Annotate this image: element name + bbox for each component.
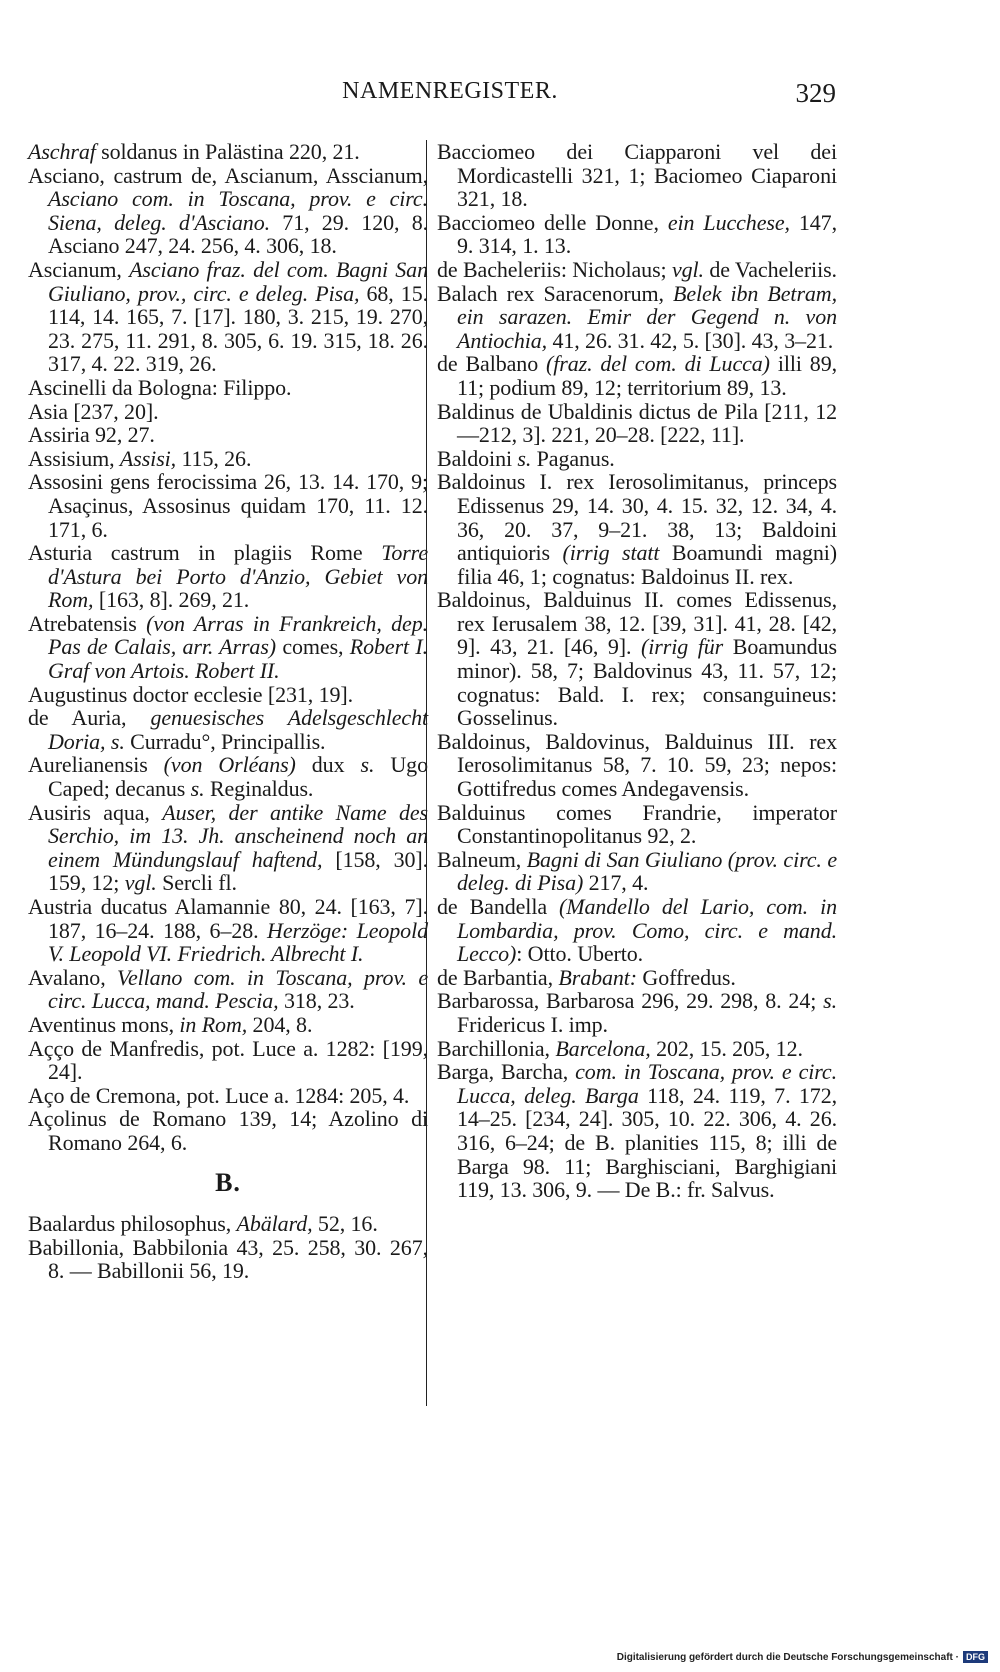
left-entries (28, 140, 428, 1155)
index-entry: Bacciomeo delle Donne, ein Lucchese, 147, 9. 314, 1. 13. (437, 209, 837, 259)
index-entry: Babillonia, Babbilonia 43, 25. 258, 30. 267, 8. — Babillonii 56, 19. (28, 1234, 428, 1284)
index-entry: Açolinus de Romano 139, 14; Azolino di Romano 264, 6. (28, 1106, 428, 1155)
column-divider (426, 140, 427, 1406)
index-entry: Baldoinus, Balduinus II. comes Edissenus, rex Ierusalem 38, 12. [39, 31]. 41, 28. [42, 9]. 43, 21. [46, 9]. (irrig für Boamundus minor). 58, 7; Baldovinus 43, 11. 57, 12; cognatus: Bald. I. rex; consanguineus: Gosselinus. (437, 587, 837, 731)
index-entry: Ascinelli da Bologna: Filippo. (28, 374, 292, 400)
index-entry: Assiria 92, 27. (28, 422, 155, 448)
index-entry: Baldoinus I. rex Ierosolimitanus, princeps Edissenus 29, 14. 30, 4. 15. 32, 12. 34, 4. 36, 20. 37, 9–21. 38, 13; Baldoini antiquioris (irrig statt Boamundi magni) filia 46, 1; cognatus: Baldoinus II. rex. (437, 469, 837, 589)
dfg-logo: DFG (963, 1651, 988, 1663)
footer (617, 1651, 988, 1663)
footer-credit: Digitalisierung gefördert durch die Deutsche Forschungsgemeinschaft · (616, 1651, 959, 1663)
index-entry: Baalardus philosophus, Abälard, 52, 16. (28, 1211, 378, 1237)
index-entry: Bacciomeo dei Ciapparoni vel dei Mordicastelli 321, 1; Baciomeo Ciaparoni 321, 18. (437, 139, 837, 212)
index-entry: Aventinus mons, in Rom, 204, 8. (28, 1011, 313, 1037)
index-entry: Ausiris aqua, Auser, der antike Name des Serchio, im 13. Jh. anscheinend noch an einem Mündungslauf haftend, [158, 30]. 159, 12; vgl. Sercli fl. (28, 799, 428, 896)
index-entry: Avalano, Vellano com. in Toscana, prov. e circ. Lucca, mand. Pescia, 318, 23. (28, 964, 428, 1014)
index-entry: Asciano, castrum de, Ascianum, Asscianum, Asciano com. in Toscana, prov. e circ. Siena, deleg. d'Asciano. 71, 29. 120, 8. Asciano 247, 24. 256, 4. 306, 18. (28, 162, 428, 259)
index-entry: de Balbano (fraz. del com. di Lucca) illi 89, 11; podium 89, 12; territorium 89, 13. (437, 351, 837, 400)
index-entry: Assosini gens ferocissima 26, 13. 14. 170, 9; Asaçinus, Assosinus quidam 170, 11. 12. 171, 6. (28, 469, 428, 542)
index-entry: Baldinus de Ubaldinis dictus de Pila [211, 12—212, 3]. 221, 20–28. [222, 11]. (437, 398, 837, 448)
index-entry: Balneum, Bagni di San Giuliano (prov. circ. e deleg. di Pisa) 217, 4. (437, 846, 837, 896)
page-title: NAMENREGISTER. (342, 78, 558, 104)
index-entry: Asia [237, 20]. (28, 398, 159, 424)
index-entry: de Auria, genuesisches Adelsgeschlecht Doria, s. Curradu°, Principallis. (28, 705, 428, 754)
index-entry: Aço de Cremona, pot. Luce a. 1284: 205, 4. (28, 1082, 410, 1108)
index-entry: Balach rex Saracenorum, Belek ibn Betram, ein sarazen. Emir der Gegend n. von Antiochia, 41, 26. 31. 42, 5. [30]. 43, 3–21. (437, 280, 837, 353)
section-heading-b: B. (215, 1167, 241, 1197)
index-entry: de Bacheleriis: Nicholaus; vgl. de Vacheleriis. (437, 256, 837, 282)
index-entry: Barchillonia, Barcelona, 202, 15. 205, 12. (437, 1035, 803, 1061)
index-entry: Barbarossa, Barbarosa 296, 29. 298, 8. 24; s. Fridericus I. imp. (437, 988, 837, 1037)
index-entry: Baldoinus, Baldovinus, Balduinus III. rex Ierosolimitanus 58, 7. 10. 59, 23; nepos: Gottifredus comes Andegavensis. (437, 728, 837, 802)
index-entry: de Bandella (Mandello del Lario, com. in Lombardia, prov. Como, circ. e mand. Lecco): Otto. Uberto. (437, 894, 837, 967)
index-entry: Barga, Barcha, com. in Toscana, prov. e circ. Lucca, deleg. Barga 118, 24. 119, 7. 172, 14–25. [234, 24]. 305, 10. 22. 306, 4. 26. 316, 6–24; de B. planities 115, 8; illi de Barga 98. 11; Barghisciani, Barghigiani 119, 13. 306, 9. — De B.: fr. Salvus. (437, 1059, 837, 1203)
index-entry: Aurelianensis (von Orléans) dux s. Ugo Caped; decanus s. Reginaldus. (28, 752, 428, 802)
left-column (28, 140, 428, 1283)
index-entry: Asturia castrum in plagiis Rome Torre d'Astura bei Porto d'Anzio, Gebiet von Rom, [163, 8]. 269, 21. (28, 540, 428, 613)
index-entry: Açço de Manfredis, pot. Luce a. 1282: [199, 24]. (28, 1035, 428, 1085)
index-entry: Atrebatensis (von Arras in Frankreich, dep. Pas de Calais, arr. Arras) comes, Robert I. Graf von Artois. Robert II. (28, 610, 428, 684)
right-entries (437, 140, 837, 1202)
index-entry: Augustinus doctor ecclesie [231, 19]. (28, 681, 354, 707)
index-entry: Ascianum, Asciano fraz. del com. Bagni San Giuliano, prov., circ. e deleg. Pisa, 68, 15. 114, 14. 165, 7. [17]. 180, 3. 215, 19. 270, 23. 275, 11. 291, 8. 305, 6. 19. 315, 18. 26. 317, 4. 22. 319, 26. (28, 256, 428, 377)
index-entry: Austria ducatus Alamannie 80, 24. [163, 7]. 187, 16–24. 188, 6–28. Herzöge: Leopold V. Leopold VI. Friedrich. Albrecht I. (28, 894, 428, 967)
index-entry: Baldoini s. Paganus. (437, 445, 615, 471)
page-header (0, 78, 1000, 118)
left-entries-b (28, 1212, 428, 1283)
page-number: 329 (795, 78, 836, 108)
index-entry: de Barbantia, Brabant: Goffredus. (437, 964, 736, 990)
index-entry: Balduinus comes Frandrie, imperator Constantinopolitanus 92, 2. (437, 799, 837, 849)
right-column (437, 140, 837, 1202)
index-entry: Aschraf soldanus in Palästina 220, 21. (28, 139, 360, 164)
index-entry: Assisium, Assisi, 115, 26. (28, 445, 252, 471)
